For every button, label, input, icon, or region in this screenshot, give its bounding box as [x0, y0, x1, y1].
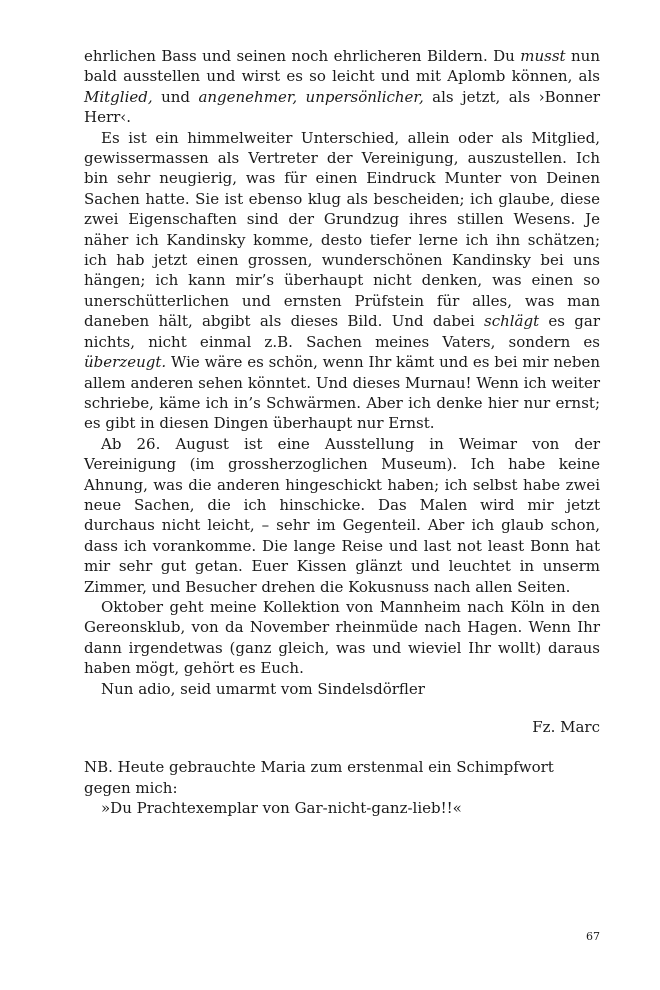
paragraph: Oktober geht meine Kollektion von Mannheim nach Köln in den Gereonsklub, von da November rheinmüde nach Hagen. Wenn Ihr dann irgendetwas (ganz gleich, was und wieviel Ihr wollt) daraus haben mögt, gehört es Euch.: [84, 597, 600, 678]
signature: Fz. Marc: [532, 718, 600, 736]
emphasis-text: überzeugt.: [84, 353, 167, 372]
page-number: 67: [586, 930, 600, 943]
emphasis-text: musst: [520, 47, 566, 65]
emphasis-text: angenehmer, unpersönlicher,: [198, 87, 424, 106]
emphasis-text: Mitglied,: [84, 87, 153, 106]
postscript-quote: »Du Prachtexemplar von Gar-nicht-ganz-lieb!!«: [101, 799, 462, 818]
page-body: [84, 46, 600, 819]
postscript: [84, 757, 600, 818]
paragraph: Ab 26. August ist eine Ausstellung in Weimar von der Vereinigung (im grossherzoglichen Museum). Ich habe keine Ahnung, was die anderen hingeschickt haben; ich selbst habe zwei neue Sachen, die ich hinschicke. Das Malen wird mir jetzt durchaus nicht leicht, – sehr im Gegenteil. Aber ich glaub schon, dass ich vorankomme. Die lange Reise und last not least Bonn hat mir sehr gut getan. Euer Kissen glänzt und leuchtet in unserm Zimmer, und Besucher drehen die Kokusnuss nach allen Seiten.: [84, 434, 600, 596]
emphasis-text: schlägt: [484, 312, 540, 331]
paragraph: ehrlichen Bass und seinen noch ehrlicheren Bildern. Du musst nun bald ausstellen und wirst es so leicht und mit Aplomb können, als Mitglied, und angenehmer, unpersönlicher, als jetzt, als ›Bonner Herr‹.: [84, 47, 601, 127]
postscript-line: NB. Heute gebrauchte Maria zum erstenmal ein Schimpfwort gegen mich:: [84, 758, 554, 797]
paragraph: Nun adio, seid umarmt vom Sindelsdörfler: [101, 679, 425, 698]
paragraph: Es ist ein himmelweiter Unterschied, allein oder als Mitglied, gewissermassen als Vertreter der Vereinigung, auszustellen. Ich bin sehr neugierig, was für einen Eindruck Munter von Deinen Sachen hatte. Sie ist ebenso klug als bescheiden; ich glaube, diese zwei Eigenschaften sind der Grundzug ihres stillen Wesens. Je näher ich Kandinsky komme, desto tiefer lerne ich ihn schätzen; ich hab jetzt einen grossen, wunderschönen Kandinsky bei uns hängen; ich kann mir’s überhaupt nicht denken, was einen so unerschütterlichen und ernsten Prüfstein für alles, was man daneben hält, abgibt als dieses Bild. Und dabei schlägt es gar nichts, nicht einmal z.B. Sachen meines Vaters, sondern es überzeugt. Wie wäre es schön, wenn Ihr kämt und es bei mir neben allem anderen sehen könntet. Und dieses Murnau! Wenn ich weiter schriebe, käme ich in’s Schwärmen. Aber ich denke hier nur ernst; es gibt in diesen Dingen überhaupt nur Ernst.: [84, 128, 601, 433]
